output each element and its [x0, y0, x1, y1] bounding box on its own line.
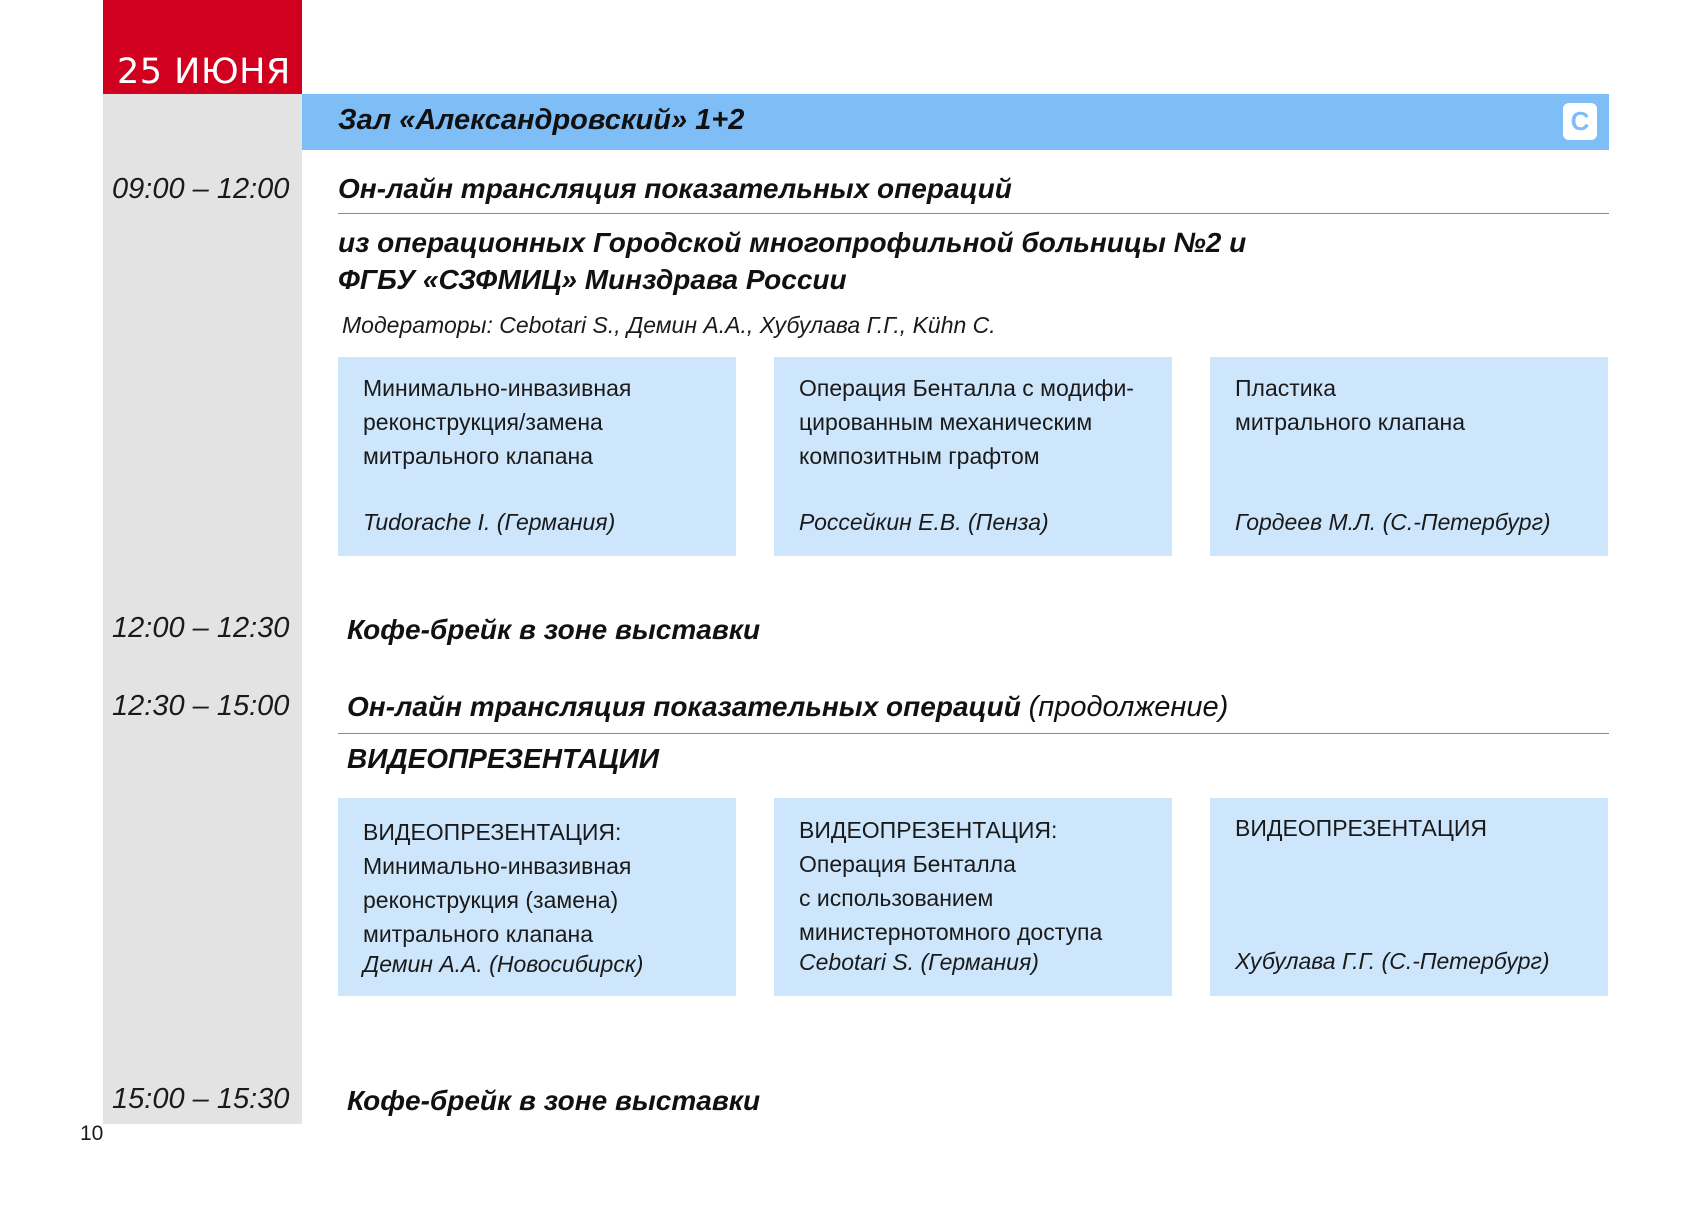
session-title: Кофе-брейк в зоне выставки	[347, 614, 761, 645]
date-banner: 25 ИЮНЯ	[103, 0, 302, 94]
video-card	[774, 798, 1172, 996]
session-title-suffix: (продолжение)	[1028, 691, 1229, 723]
card-title-line: композитным графтом	[799, 443, 1040, 469]
operation-card	[1210, 357, 1608, 556]
session-title: Он-лайн трансляция показательных операций	[338, 173, 1012, 204]
session-time: 15:00 – 15:30	[112, 1083, 290, 1115]
card-title-line: митрального клапана	[1235, 409, 1466, 435]
card-title-line: реконструкция (замена)	[363, 887, 619, 913]
section-heading: ВИДЕОПРЕЗЕНТАЦИИ	[347, 743, 659, 774]
session-time: 12:30 – 15:00	[112, 690, 290, 722]
session-title: Кофе-брейк в зоне выставки	[347, 1085, 761, 1116]
video-card	[1210, 798, 1608, 996]
session-title-text: Он-лайн трансляция показательных операций	[347, 691, 1021, 722]
card-title	[799, 813, 1162, 949]
session-time: 09:00 – 12:00	[112, 173, 290, 205]
card-author: Cebotari S. (Германия)	[799, 949, 1039, 975]
card-title-line: Операция Бенталла	[799, 851, 1016, 877]
card-title-line: митрального клапана	[363, 443, 594, 469]
card-title-line: Пластика	[1235, 375, 1336, 401]
hall-bar	[302, 94, 1609, 150]
card-title-line: цированным механическим	[799, 409, 1093, 435]
card-author: Россейкин Е.В. (Пенза)	[799, 509, 1049, 535]
card-title-line: ВИДЕОПРЕЗЕНТАЦИЯ:	[799, 817, 1058, 843]
session-subtitle-line: ФГБУ «СЗФМИЦ» Минздрава России	[338, 264, 847, 295]
card-title-line: ВИДЕОПРЕЗЕНТАЦИЯ:	[363, 819, 622, 845]
card-title-line: митрального клапана	[363, 921, 594, 947]
video-card	[338, 798, 736, 996]
session-subtitle-line: из операционных Городской многопрофильной больницы №2 и	[338, 227, 1247, 258]
card-title	[1235, 371, 1598, 439]
card-title	[799, 371, 1162, 473]
card-author: Гордеев М.Л. (С.-Петербург)	[1235, 509, 1551, 535]
hall-title: Зал «Александровский» 1+2	[338, 104, 745, 136]
session-title	[347, 691, 1228, 724]
time-column	[103, 0, 302, 1124]
card-title-line: Операция Бенталла с модифи-	[799, 375, 1134, 401]
card-title-line: с использованием	[799, 885, 994, 911]
card-title-line: Минимально-инвазивная	[363, 375, 632, 401]
card-author: Хубулава Г.Г. (С.-Петербург)	[1235, 948, 1550, 974]
card-title-line: министернотомного доступа	[799, 919, 1103, 945]
session-time: 12:00 – 12:30	[112, 612, 290, 644]
card-author: Tudorache I. (Германия)	[363, 509, 616, 535]
card-title-line: Минимально-инвазивная	[363, 853, 632, 879]
divider	[338, 213, 1609, 214]
divider	[338, 733, 1609, 734]
card-title	[363, 815, 726, 951]
operation-card	[774, 357, 1172, 556]
operation-card	[338, 357, 736, 556]
card-title	[363, 371, 726, 473]
card-title-line: реконструкция/замена	[363, 409, 603, 435]
card-title	[1235, 811, 1598, 845]
card-author: Демин А.А. (Новосибирск)	[363, 951, 644, 977]
hall-badge: С	[1563, 103, 1597, 140]
card-title-line: ВИДЕОПРЕЗЕНТАЦИЯ	[1235, 815, 1488, 841]
page-number: 10	[80, 1122, 104, 1145]
session-subtitle	[338, 224, 1246, 298]
moderators: Модераторы: Cebotari S., Демин А.А., Хубулава Г.Г., Kühn C.	[342, 312, 996, 338]
